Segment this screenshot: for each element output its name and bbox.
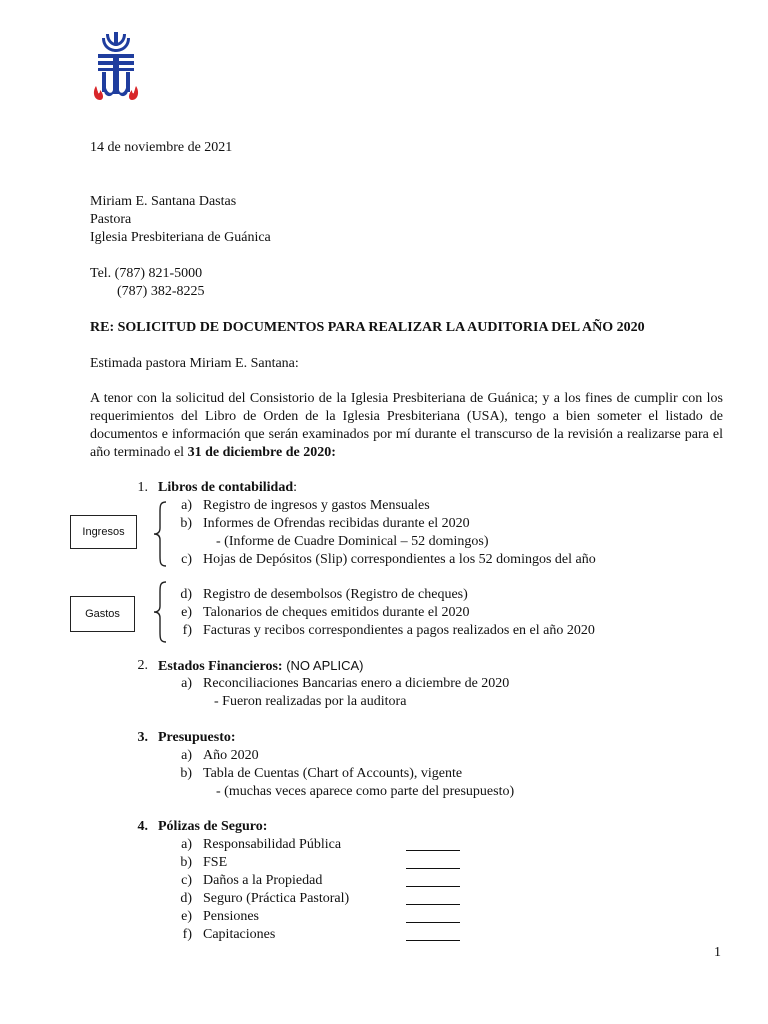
s4-item-d-letter: d): [180, 891, 192, 906]
s2-item-a-note: - Fueron realizadas por la auditora: [214, 694, 407, 709]
s1-item-b-letter: b): [180, 516, 192, 531]
s4-item-a-text: Responsabilidad Pública: [203, 837, 342, 852]
s2-item-a-letter: a): [181, 676, 192, 691]
s1-item-e-letter: e): [181, 605, 192, 620]
s1-item-f-text: Facturas y recibos correspondientes a pagos realizados en el año 2020: [203, 623, 595, 638]
page-number: 1: [714, 945, 721, 960]
recipient-title: Pastora: [90, 212, 132, 227]
s4-item-e-text: Pensiones: [203, 909, 259, 924]
subject-line: RE: SOLICITUD DE DOCUMENTOS PARA REALIZAR LA AUDITORIA DEL AÑO 2020: [90, 320, 645, 335]
s2-item-a-text: Reconciliaciones Bancarias enero a diciembre de 2020: [203, 676, 510, 691]
s4-item-f-blank-line: [406, 940, 460, 941]
s4-item-e-blank-line: [406, 922, 460, 923]
s1-item-c-text: Hojas de Depósitos (Slip) correspondientes a los 52 domingos del año: [203, 552, 596, 567]
section-1-number: 1.: [137, 480, 148, 495]
s4-item-a-blank-line: [406, 850, 460, 851]
presbyterian-logo: [92, 30, 146, 102]
s4-item-d-blank-line: [406, 904, 460, 905]
section-4-number: 4.: [137, 819, 148, 834]
gastos-brace: [152, 580, 168, 644]
s1-item-f-letter: f): [182, 623, 192, 638]
s3-item-a-letter: a): [181, 748, 192, 763]
s4-item-f-text: Capitaciones: [203, 927, 276, 942]
section-2-title: Estados Financieros:: [158, 659, 283, 674]
section-2-note: (NO APLICA): [282, 658, 364, 673]
s1-item-c-letter: c): [181, 552, 192, 567]
s1-item-d-letter: d): [180, 587, 192, 602]
recipient-phone-1: Tel. (787) 821-5000: [90, 266, 203, 281]
letter-date: 14 de noviembre de 2021: [90, 140, 233, 155]
gastos-box: Gastos: [70, 596, 135, 632]
s4-item-f-letter: f): [182, 927, 192, 942]
s4-item-d-text: Seguro (Práctica Pastoral): [203, 891, 350, 906]
recipient-phone-2: (787) 382-8225: [117, 284, 205, 299]
s1-item-d-text: Registro de desembolsos (Registro de cheques): [203, 587, 468, 602]
s1-item-b-note: - (Informe de Cuadre Dominical – 52 domingos): [216, 534, 489, 549]
section-1-colon: :: [293, 480, 298, 495]
section-3-number: 3.: [137, 730, 148, 745]
s4-item-b-letter: b): [180, 855, 192, 870]
section-2-heading: [158, 657, 364, 676]
s4-item-c-text: Daños a la Propiedad: [203, 873, 323, 888]
body-paragraph: [90, 390, 723, 462]
s4-item-e-letter: e): [181, 909, 192, 924]
s1-item-a-text: Registro de ingresos y gastos Mensuales: [203, 498, 430, 513]
s3-item-b-note: - (muchas veces aparece como parte del presupuesto): [216, 784, 515, 799]
greeting: Estimada pastora Miriam E. Santana:: [90, 356, 299, 371]
s4-item-c-blank-line: [406, 886, 460, 887]
ingresos-brace: [152, 500, 168, 568]
s1-item-b-text: Informes de Ofrendas recibidas durante el 2020: [203, 516, 470, 531]
s4-item-c-letter: c): [181, 873, 192, 888]
s4-item-a-letter: a): [181, 837, 192, 852]
section-4-title: Pólizas de Seguro:: [158, 819, 268, 834]
body-text: A tenor con la solicitud del Consistorio de la Iglesia Presbiteriana de Guánica; y a los fines de cumplir con los requerimientos del Libro de Orden de la Iglesia Presbiteriana (USA), tengo a bien someter el listado de documentos e información que serán examinados por mí durante el transcurso de la revisión a realizarse para el año terminado el: [90, 391, 723, 460]
s3-item-b-letter: b): [180, 766, 192, 781]
section-1-title: Libros de contabilidad: [158, 480, 294, 495]
ingresos-box: Ingresos: [70, 515, 137, 549]
s3-item-a-text: Año 2020: [203, 748, 259, 763]
section-1-heading: [158, 479, 297, 497]
s1-item-a-letter: a): [181, 498, 192, 513]
body-bold-date: 31 de diciembre de 2020:: [187, 445, 336, 460]
section-3-title: Presupuesto:: [158, 730, 236, 745]
s1-item-e-text: Talonarios de cheques emitidos durante el 2020: [203, 605, 470, 620]
section-2-number: 2.: [137, 658, 148, 673]
s3-item-b-text: Tabla de Cuentas (Chart of Accounts), vigente: [203, 766, 463, 781]
s4-item-b-blank-line: [406, 868, 460, 869]
s4-item-b-text: FSE: [203, 855, 228, 870]
recipient-church: Iglesia Presbiteriana de Guánica: [90, 230, 271, 245]
recipient-name: Miriam E. Santana Dastas: [90, 194, 237, 209]
